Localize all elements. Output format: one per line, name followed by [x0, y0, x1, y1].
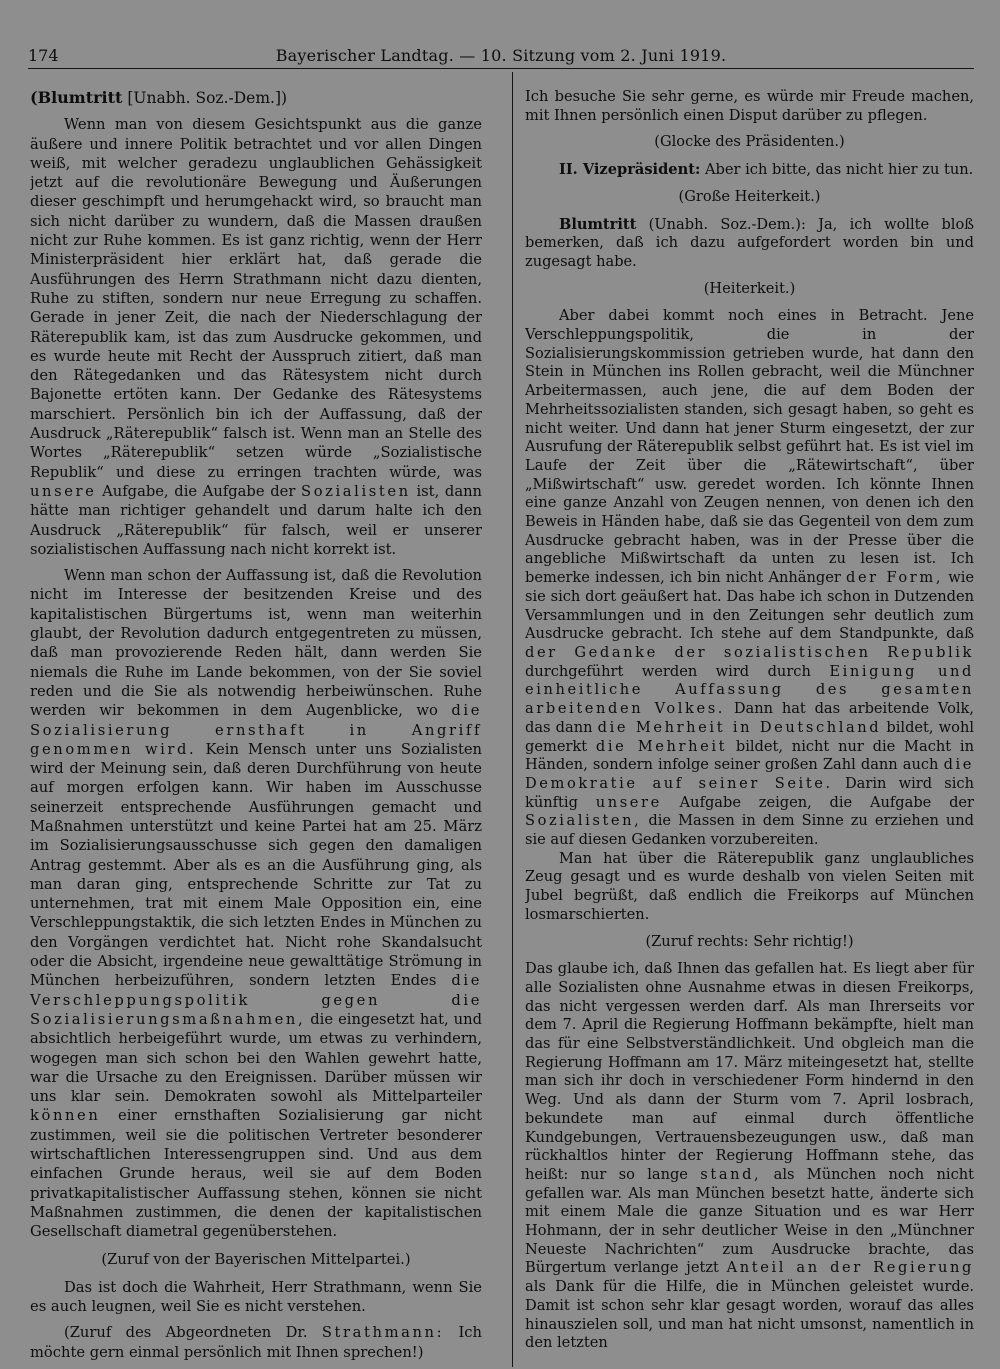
text-run: die Massen in dem Sinne zu erziehen und sie auf diesen Gedanken vorzubereiten.: [525, 812, 974, 849]
interjection: (Zuruf von der Bayerischen Mittelpartei.): [101, 1250, 411, 1268]
text-run: (Zuruf des Abgeordneten Dr.: [64, 1324, 308, 1342]
text-run: Dann hat das arbeitende Volk, das dann: [525, 700, 974, 736]
text-run: einer ernsthaften Sozialisierung gar nicht zustimmen, weil sie die politischen Vertreter besonderer wirtschaftlichen Interessengruppen sind. Und aus dem einfachen Grunde heraus, weil sie auf dem Boden privatkapitalistischer Auffassung stehen, können sie nicht Maßnahmen zustimmen, die denen der kapitalistischen Gesellschaft diametral gegenüberstehen.: [30, 1107, 482, 1241]
spaced-emphasis: Sozialisten,: [525, 812, 642, 830]
spaced-emphasis: Einigung und einheitliche Auffassung des gesamten arbeitenden Volkes.: [525, 662, 974, 718]
spaced-emphasis: der Form,: [846, 569, 944, 587]
speaker-affiliation: [Unabh. Soz.-Dem.]): [127, 89, 288, 107]
interjection: [30, 1323, 482, 1362]
speaker-name: (Blumtritt: [30, 88, 123, 107]
speaker-line: [30, 88, 482, 108]
text-run: Aufgabe zeigen, die Aufgabe der: [679, 793, 974, 811]
spaced-emphasis: können: [30, 1107, 101, 1125]
text-run: Kein Mensch unter uns Sozialisten wird der Meinung sein, daß deren Durchführung von heute auf morgen erfolgen kann. Wir haben im Ausschusse seinerzeit entsprechende Ausführungen gemacht und Maßnahmen unterstützt und keine Partei hat am 25. März im Sozialisierungsausschusse sich gegen den damaligen Antrag gestemmt. Aber als es an die Ausführung ging, als man daran ging, entsprechende Schritte zur Tat zu unternehmen, trat mit einem Male Opposition ein, eine Verschleppungstaktik, die sich letzten Endes in München zu den Vorgängen verdichtet hat. Nicht rohe Skandalsucht oder die Absicht, irgendeine neue gewalttätige Strömung in München herbeizuführen, sondern letzten Endes: [30, 740, 482, 990]
text-run: ist, dann hätte man richtiger gehandelt und darum halte ich den Ausdruck „Räterepublik“ für falsch, weil er unserer sozialistischen Auffassung nach nicht korrekt ist.: [30, 482, 482, 558]
spaced-emphasis: stand,: [700, 1165, 762, 1183]
spaced-emphasis: die Mehrheit: [595, 737, 728, 755]
text-run: durchgeführt werden wird durch: [525, 662, 811, 680]
spaced-emphasis: die Demokratie auf seiner Seite.: [525, 756, 974, 792]
text-run: bildet, wohl gemerkt: [525, 718, 974, 755]
page-header: [28, 44, 974, 69]
text-run: Aber dabei kommt noch eines in Betracht. Jene Verschleppungspolitik, die in der Sozialisierungskommission getrieben wurde, hat dann den Stein in München ins Rollen gebracht, weil die Münchner Arbeitermassen, auch jene, die auf dem Boden der Mehrheitssozialisten standen, sich gesagt haben, so geht es nicht weiter. Und dann hat jener Sturm eingesetzt, der zur Ausrufung der Räterepublik selbst geführt hat. Es ist viel im Laufe der Zeit über die „Rätewirtschaft“, über „Mißwirtschaft“ usw. geredet worden. Ich könnte Ihnen eine ganze Anzahl von Zeugen nennen, von denen ich den Beweis in Händen habe, daß sie das Gegenteil von dem zum Ausdrucke gebracht haben, was in der Presse über die angebliche Mißwirtschaft da unten zu lesen ist. Ich bemerke indessen, ich bin nicht Anhänger: [525, 307, 974, 587]
paragraph: Ich besuche Sie sehr gerne, es würde mir Freude machen, mit Ihnen persönlich einen Disput darüber zu pflegen.: [525, 88, 974, 124]
interjection: (Glocke des Präsidenten.): [654, 133, 845, 151]
text-run: bildet, nicht nur die Macht in Händen, sondern infolge seiner großen Zahl dann auch: [525, 737, 974, 774]
spaced-emphasis: Strathmann:: [321, 1324, 445, 1342]
text-run: wie sie sich dort geäußert hat. Das habe ich schon in Dutzenden Versammlungen und in den Zeitungen sehr deutlich zum Ausdrucke gebracht. Ich stehe auf dem Standpunkte, daß: [525, 569, 974, 643]
spaced-emphasis: die Verschleppungspolitik gegen die Sozialisierungsmaßnahmen,: [30, 972, 482, 1028]
text-run: Wenn man schon der Auffassung ist, daß die Revolution nicht im Interesse der besitzenden Kreise und des kapitalistischen Bürgertums ist, wenn man weiterhin glaubt, der Revolution dadurch entgegentreten zu müssen, daß man provozierende Reden hält, dann werden Sie niemals die Ruhe im Lande bekommen, von der Sie soviel reden und die Sie als notwendig herbeiwünschen. Ruhe werden wir bekommen in dem Augenblicke, wo: [30, 567, 482, 720]
spaced-emphasis: die Mehrheit in Deutschland: [597, 718, 882, 736]
text-run: als Dank für die Hilfe, die in München geleistet wurde. Damit ist schon sehr klar gesagt worden, worauf das alles hinauszielen soll, und man hat nicht umsonst, namentlich in den letzten: [525, 1278, 974, 1352]
speaker-paragraph: [525, 216, 974, 272]
paragraph: [525, 960, 974, 1353]
page-number: 174: [28, 46, 59, 65]
paragraph: Das ist doch die Wahrheit, Herr Strathmann, wenn Sie es auch leugnen, weil Sie es nicht verstehen.: [30, 1278, 482, 1316]
text-run: Aufgabe, die Aufgabe der: [102, 482, 296, 500]
right-column: [525, 88, 974, 1365]
interjection: (Zuruf rechts: Sehr richtig!): [645, 932, 854, 950]
text-run: Wenn man von diesem Gesichtspunkt aus die ganze äußere und innere Politik betrachtet und vor allen Dingen weiß, mit welcher geradezu unglaublichen Gehässigkeit jetzt auf die revolutionäre Bewegung und Äußerungen dieser geschimpft und herumgehackt wird, so braucht man sich nicht darüber zu wundern, daß die Massen draußen nicht zur Ruhe kommen. Es ist ganz richtig, wenn der Herr Ministerpräsident hier erklärt hat, daß gerade die Ausführungen des Herrn Strathmann nicht dazu dienten, Ruhe zu stiften, sondern nur neue Erregung zu schaffen. Gerade in jener Zeit, die nach der Niederschlagung der Räterepublik kam, ist das zum Ausdrucke gekommen, und es wurde heute mit Recht der Ausspruch zitiert, daß man den Rätegedanken und das Rätesystem nicht durch Bajonette ertöten kann. Der Gedanke des Rätesystems marschiert. Persönlich bin ich der Auffassung, daß der Ausdruck „Räterepublik“ falsch ist. Wenn man an Stelle des Wortes „Räterepublik“ setzen würde „Sozialistische Republik“ und diese zu erringen trachten würde, was: [30, 116, 482, 481]
interjection: (Heiterkeit.): [703, 279, 796, 297]
text-run: Darin wird sich künftig: [525, 774, 974, 811]
column-divider: [512, 72, 513, 1367]
spaced-emphasis: die Sozialisierung ernsthaft in Angriff genommen wird.: [30, 702, 482, 758]
header-title: Bayerischer Landtag. — 10. Sitzung vom 2. Juni 1919.: [275, 46, 727, 65]
text-run: (Unabh. Soz.-Dem.): Ja, ich wollte bloß bemerken, daß ich dazu aufgefordert worden bin und zugesagt habe.: [525, 215, 974, 270]
text-run: Ich möchte gern einmal persönlich mit Ihnen sprechen!): [30, 1324, 482, 1361]
paragraph: [525, 307, 974, 849]
left-column: [30, 88, 482, 1365]
interjection: (Große Heiterkeit.): [678, 187, 821, 205]
text-run: Aber ich bitte, das nicht hier zu tun.: [704, 161, 974, 179]
spaced-emphasis: Sozialisten: [301, 482, 411, 500]
text-run: Das glaube ich, daß Ihnen das gefallen hat. Es liegt aber für alle Sozialisten ohne Ausnahme etwas in diesen Freikorps, das nicht vergessen werden darf. Als man Ihrerseits vor dem 7. April die Regierung Hoffmann bekämpfte, hielt man das für eine Selbstverständlichkeit. Und obgleich man die Regierung Hoffmann am 17. März miteingesetzt hat, stellte man sich ihr doch in verschiedener Form hindernd in den Weg. Und als dann der Sturm vom 7. April losbrach, bekundete man auf einmal durch öffentliche Kundgebungen, Vertrauensbezeugungen usw., daß man rückhaltlos hinter der Regierung Hoffmann stehe, das heißt: nur so lange: [525, 960, 974, 1183]
paragraph: [30, 115, 482, 559]
speaker-paragraph: [525, 161, 974, 180]
spaced-emphasis: unsere: [30, 482, 97, 500]
text-run: als München noch nicht gefallen war. Als man München besetzt hatte, änderte sich mit einem Male die ganze Situation und es war Herr Hohmann, der in sehr deutlicher Weise in den „Münchner Neueste Nachrichten“ zum Ausdrucke brachte, das Bürgertum verlange jetzt: [525, 1165, 974, 1277]
paragraph: Man hat über die Räterepublik ganz unglaubliches Zeug gesagt und es wurde deshalb von vielen Seiten mit Jubel begrüßt, daß endlich die Freikorps auf München losmarschierten.: [525, 849, 974, 923]
spaced-emphasis: unsere: [595, 793, 662, 811]
spaced-emphasis: der Gedanke der sozialistischen Republik: [525, 643, 974, 661]
speaker-name: Blumtritt: [559, 215, 637, 233]
text-run: die eingesetzt hat, und absichtlich herbeigeführt wurde, um etwas zu verhindern, wogegen man sich schon bei den Wahlen gewehrt hatte, war die Ursache zu den Ereignissen. Darüber müssen wir uns klar sein. Demokraten sowohl als Mittelparteiler: [30, 1010, 482, 1106]
speaker-name: II. Vizepräsident:: [559, 161, 701, 179]
paragraph: [30, 566, 482, 1241]
spaced-emphasis: Anteil an der Regierung: [726, 1259, 974, 1277]
